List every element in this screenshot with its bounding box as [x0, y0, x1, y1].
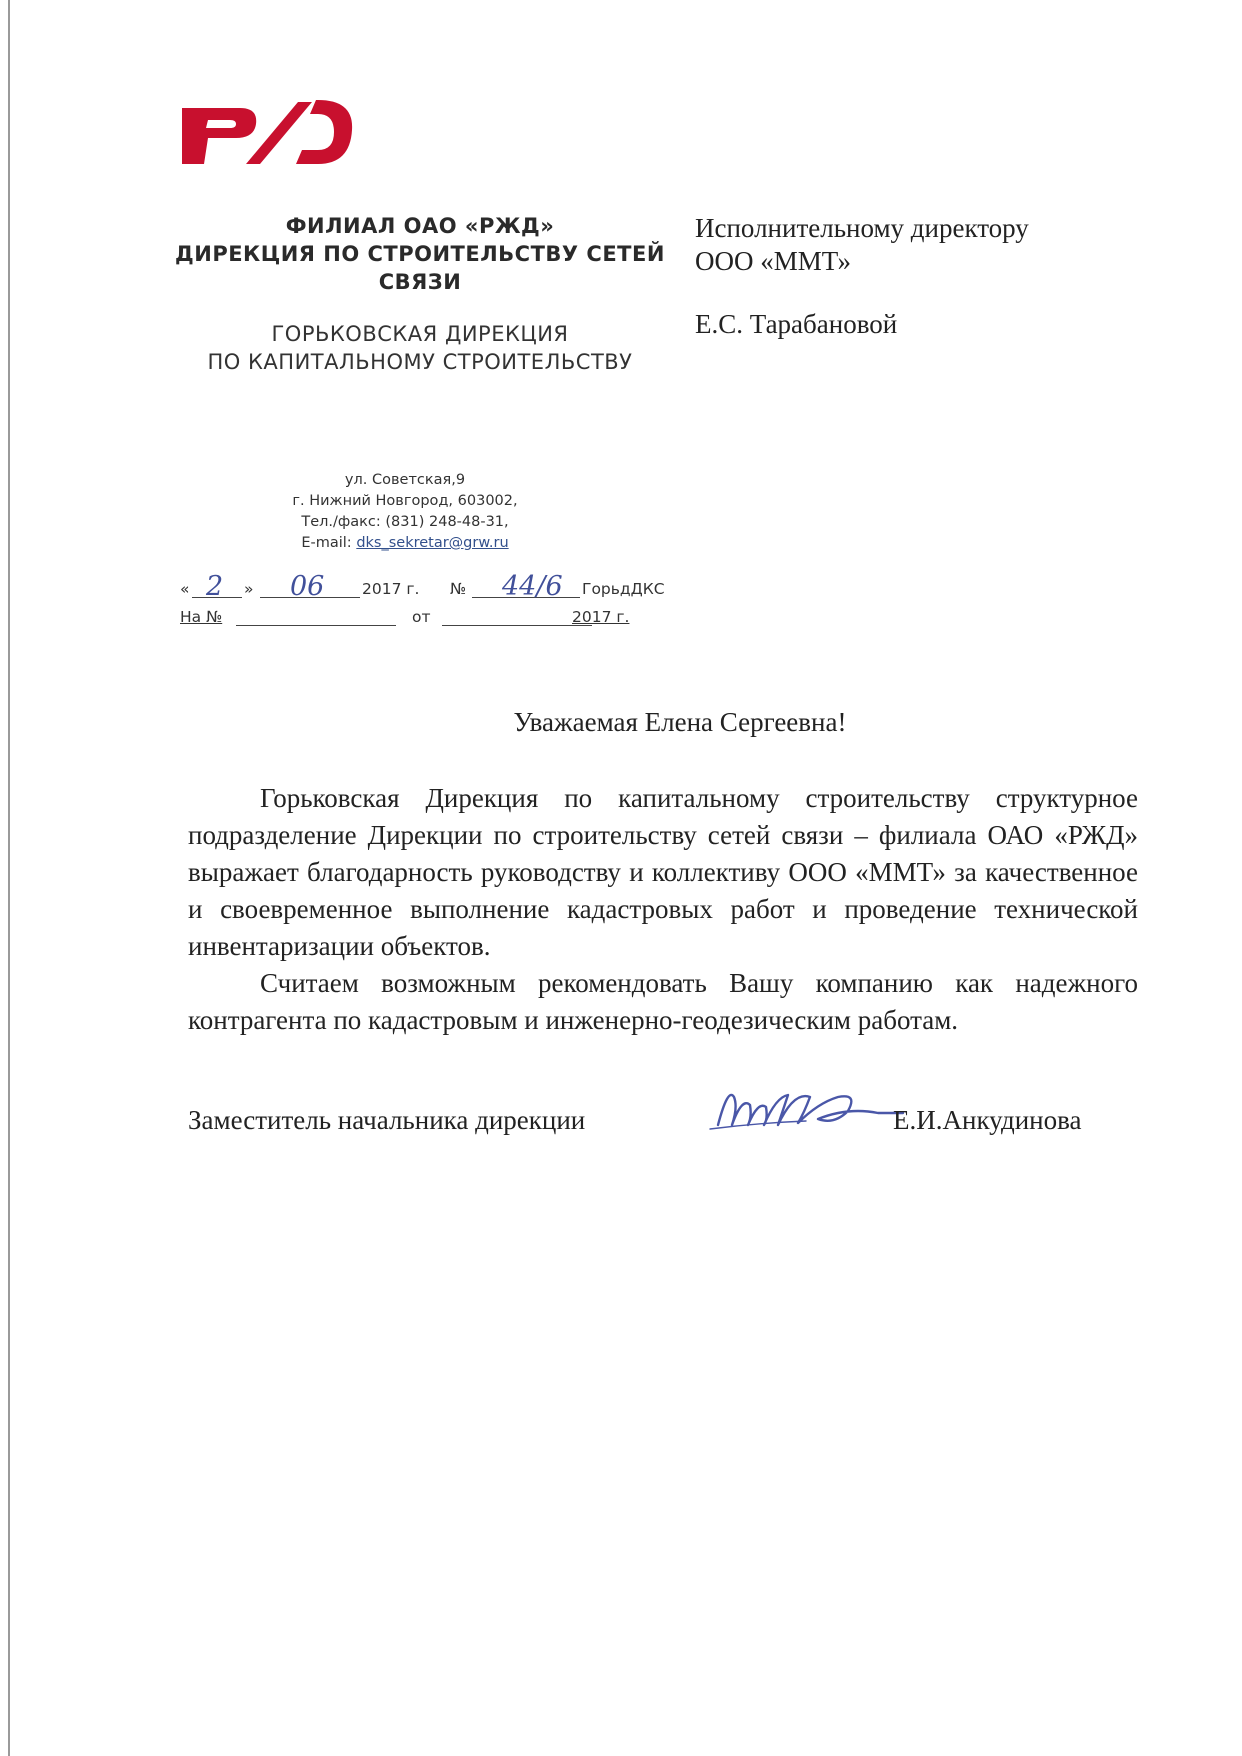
number-label: №	[450, 580, 467, 598]
email-label: E-mail:	[301, 535, 357, 551]
email-link[interactable]: dks_sekretar@grw.ru	[356, 535, 509, 551]
ref-year: 2017 г.	[572, 608, 630, 626]
address-street: ул. Советская,9	[344, 472, 466, 488]
addressee-line-1: Исполнительному директору	[695, 213, 1029, 243]
paragraph-1: Горьковская Дирекция по капитальному строительству структурное подразделение Дирекции по строительству сетей связи – филиала ОАО «РЖД» выражает благодарность руководству и коллективу ООО «ММТ» за качественное и своевременное выполнение кадастровых работ и проведение технической инвентаризации объектов.	[188, 783, 1138, 961]
address-city: г. Нижний Новгород, 603002,	[292, 493, 518, 509]
ref-label: На №	[180, 608, 223, 626]
close-quote: »	[244, 580, 254, 598]
registration-line	[180, 570, 680, 600]
sub-org-line-2: ПО КАПИТАЛЬНОМУ СТРОИТЕЛЬСТВУ	[207, 350, 633, 374]
letter-body	[188, 780, 1138, 1039]
greeting: Уважаемая Елена Сергеевна!	[513, 707, 847, 737]
sub-org	[160, 320, 680, 376]
address-email-line	[220, 533, 590, 554]
paragraph-2: Считаем возможным рекомендовать Вашу компанию как надежного контрагента по кадастровым и инженерно-геодезическим работам.	[188, 968, 1138, 1035]
scan-edge	[8, 0, 10, 1756]
addressee-block	[695, 212, 1115, 341]
dept-suffix: ГорьдДКС	[582, 580, 665, 598]
sub-org-line-1: ГОРЬКОВСКАЯ ДИРЕКЦИЯ	[271, 322, 569, 346]
rzd-logo-icon	[178, 90, 356, 170]
year-text: 2017 г.	[362, 580, 420, 598]
ref-number-underline	[236, 625, 396, 626]
org-line-3: СВЯЗИ	[378, 270, 462, 294]
month-handwritten: 06	[290, 571, 325, 602]
ref-date-underline	[442, 625, 592, 626]
number-handwritten: 44/6	[502, 571, 563, 602]
signature-row	[188, 1105, 1148, 1165]
org-line-1: ФИЛИАЛ ОАО «РЖД»	[285, 214, 555, 238]
handwritten-signature-icon	[698, 1067, 908, 1147]
reference-line	[180, 598, 680, 628]
open-quote: «	[180, 580, 190, 598]
org-line-2: ДИРЕКЦИЯ ПО СТРОИТЕЛЬСТВУ СЕТЕЙ	[175, 242, 665, 266]
day-handwritten: 2	[206, 571, 224, 602]
address-phone: Тел./факс: (831) 248-48-31,	[301, 514, 509, 530]
signatory-name: Е.И.Анкудинова	[893, 1105, 1082, 1135]
addressee-name: Е.С. Тарабановой	[695, 309, 898, 339]
ref-from: от	[412, 608, 431, 626]
signatory-title: Заместитель начальника дирекции	[188, 1105, 586, 1135]
addressee-line-2: ООО «ММТ»	[695, 246, 852, 276]
organization-header	[160, 212, 680, 376]
sender-address	[220, 470, 590, 554]
